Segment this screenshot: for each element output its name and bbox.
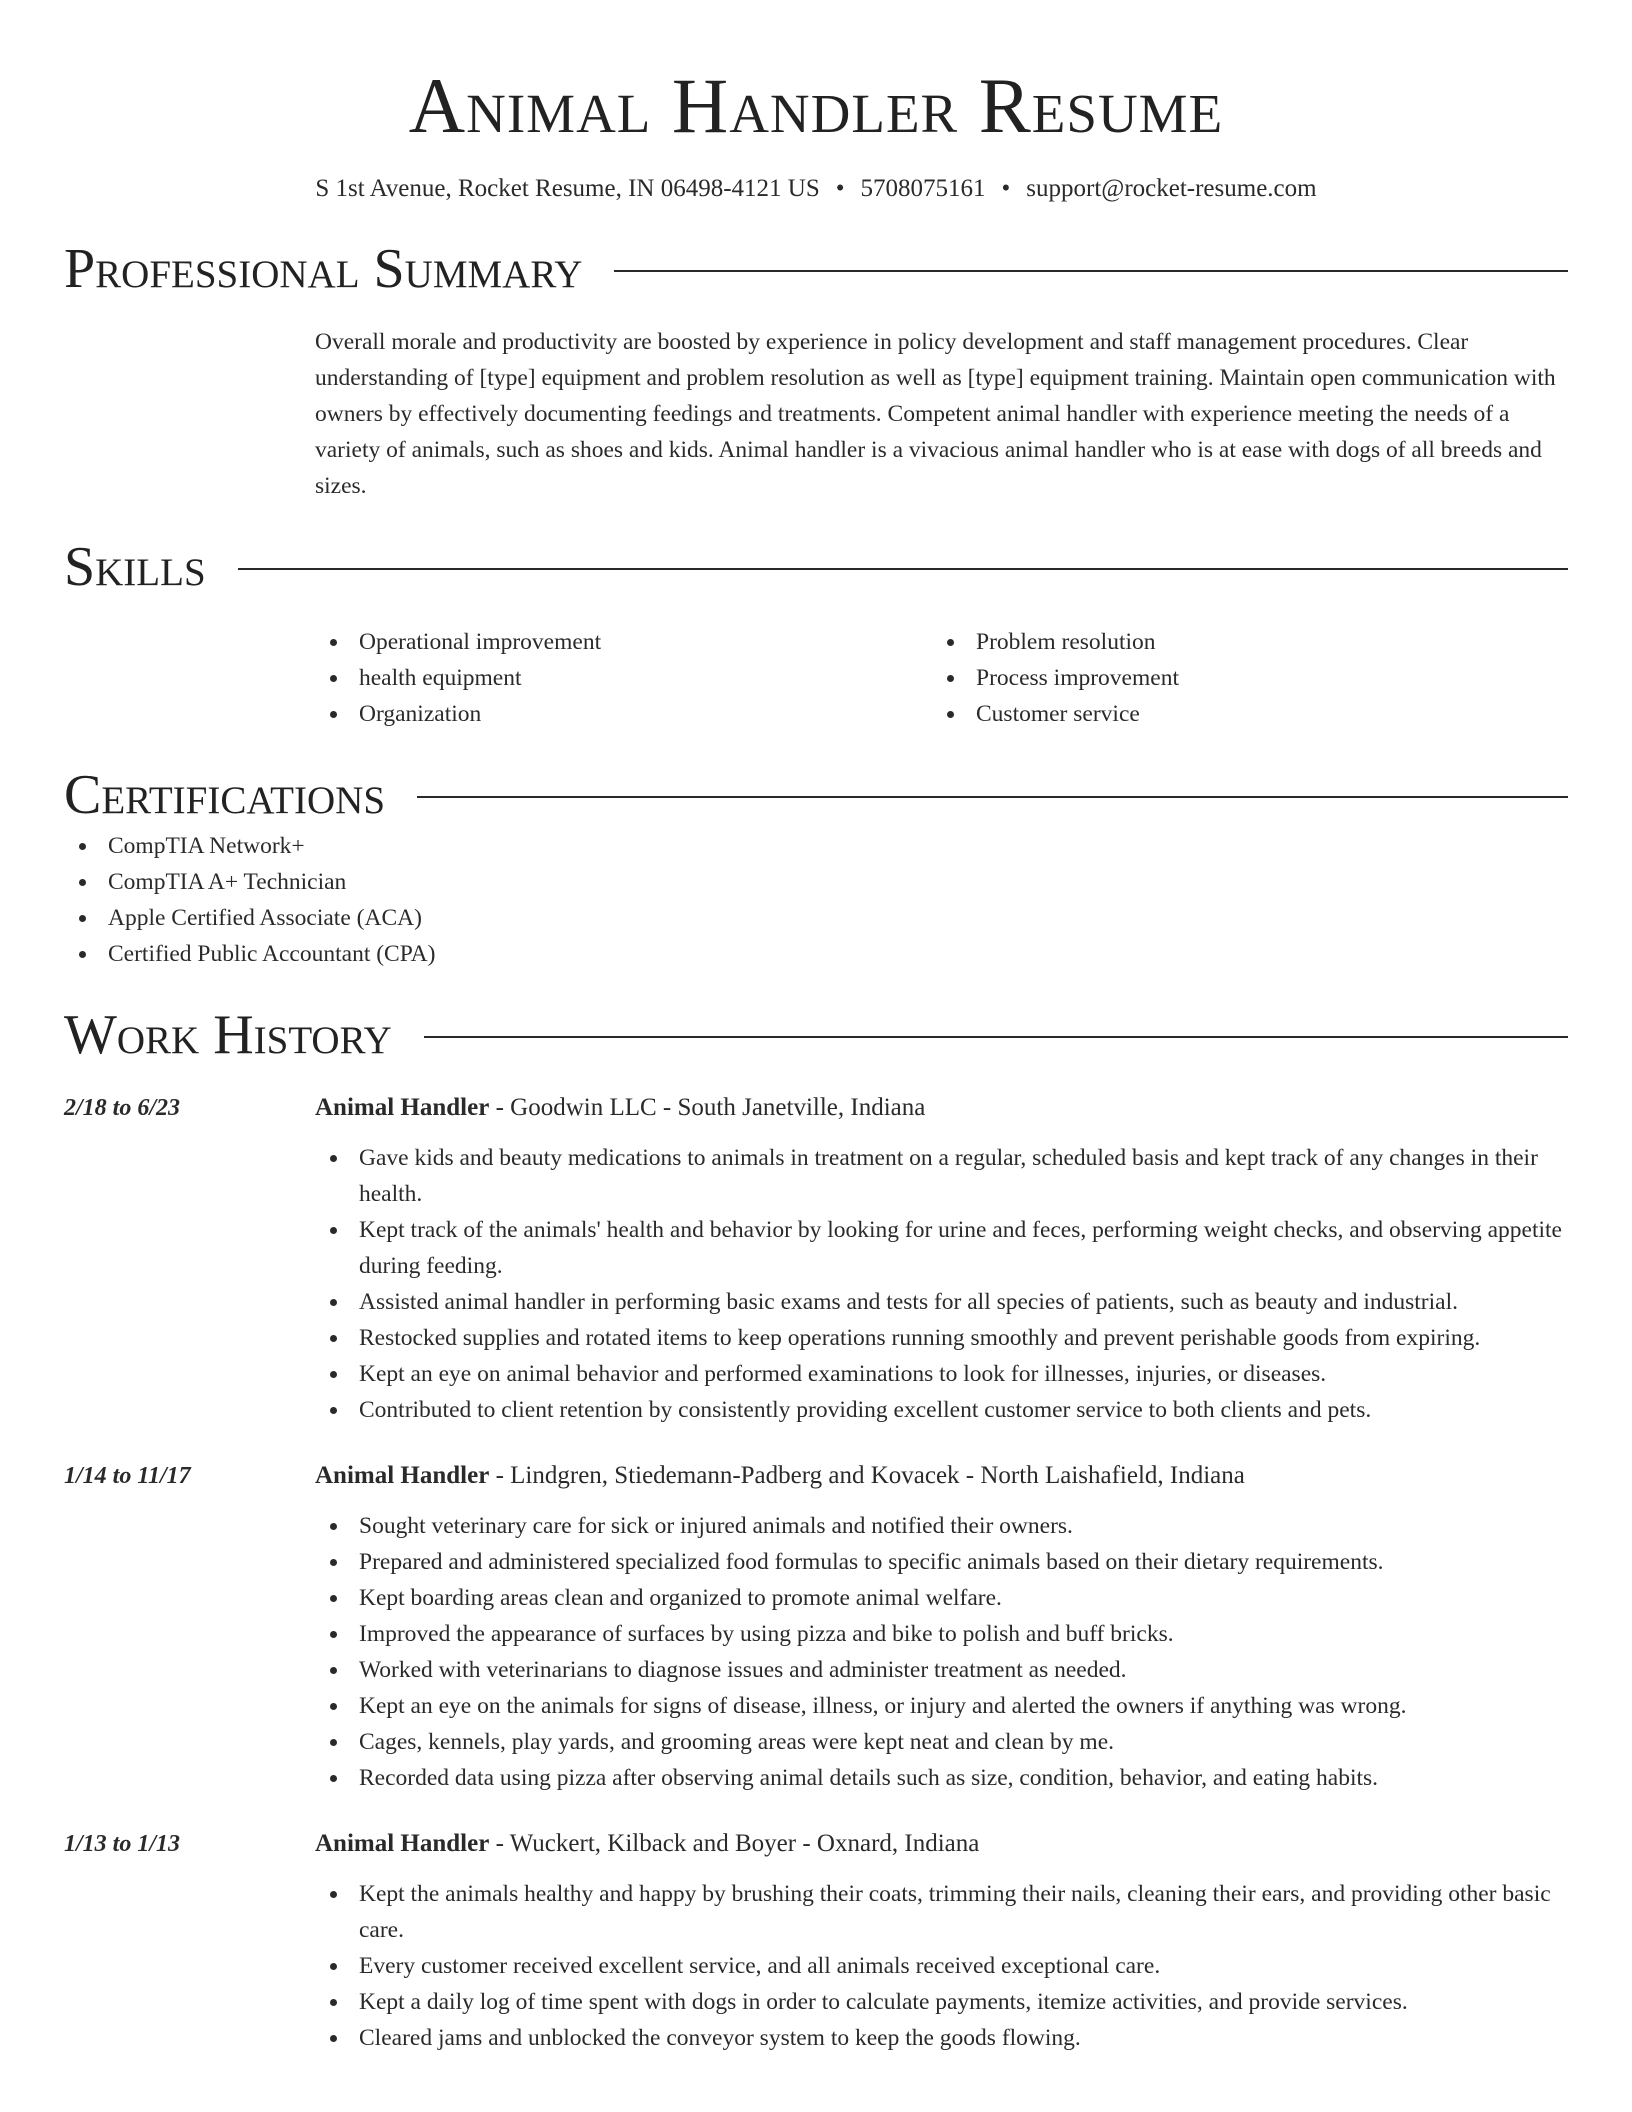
job-heading [315, 1826, 1568, 1862]
job-bullet: Prepared and administered specialized food formulas to specific animals based on their dietary requirements. [315, 1544, 1568, 1580]
job-entry [64, 1458, 1568, 1796]
section-divider [238, 568, 1568, 570]
job-bullet: Cages, kennels, play yards, and grooming areas were kept neat and clean by me. [315, 1724, 1568, 1760]
job-bullet: Kept an eye on the animals for signs of disease, illness, or injury and alerted the owners if anything was wrong. [315, 1688, 1568, 1724]
skill-item: Organization [315, 696, 932, 732]
job-content [315, 1458, 1568, 1796]
job-dates: 2/18 to 6/23 [64, 1095, 181, 1121]
job-heading [315, 1090, 1568, 1126]
job-bullets [315, 1508, 1568, 1796]
job-content [315, 1826, 1568, 2056]
section-divider [614, 270, 1568, 272]
skill-item: Process improvement [932, 660, 1549, 696]
skill-item: health equipment [315, 660, 932, 696]
certification-item: Certified Public Accountant (CPA) [64, 936, 1568, 972]
job-bullets [315, 1140, 1568, 1428]
skills-column-left [315, 624, 932, 732]
job-content [315, 1090, 1568, 1428]
job-bullet: Restocked supplies and rotated items to keep operations running smoothly and prevent perishable goods from expiring. [315, 1320, 1568, 1356]
job-role: Animal Handler [315, 1830, 490, 1857]
contact-line [64, 172, 1568, 206]
summary-paragraph: Overall morale and productivity are boosted by experience in policy development and staff management procedures. Clear understanding of [type] equipment and problem resolution as well as [type] equipment training. Maintain open communication with owners by effectively documenting feedings and treatments. Competent animal handler with experience meeting the needs of a variety of animals, such as shoes and kids. Animal handler is a vivacious animal handler who is at ease with dogs of all breeds and sizes. [315, 329, 1556, 499]
job-bullet: Every customer received excellent service, and all animals received exceptional care. [315, 1948, 1568, 1984]
job-role: Animal Handler [315, 1462, 490, 1489]
job-bullet: Improved the appearance of surfaces by using pizza and bike to polish and buff bricks. [315, 1616, 1568, 1652]
job-bullet: Gave kids and beauty medications to animals in treatment on a regular, scheduled basis and kept track of any changes in their health. [315, 1140, 1568, 1212]
skills-list [315, 624, 1568, 732]
section-title-work-history: Work History [64, 1004, 392, 1066]
job-bullet: Kept an eye on animal behavior and performed examinations to look for illnesses, injuries, or diseases. [315, 1356, 1568, 1392]
job-company: - Lindgren, Stiedemann-Padberg and Kovacek - North Laishafield, Indiana [489, 1462, 1245, 1489]
certifications-list [64, 828, 1568, 972]
job-dates: 1/13 to 1/13 [64, 1831, 181, 1857]
section-title-summary: Professional Summary [64, 238, 583, 300]
section-header-certifications [64, 762, 1568, 828]
job-bullet: Contributed to client retention by consistently providing excellent customer service to both clients and pets. [315, 1392, 1568, 1428]
job-dates: 1/14 to 11/17 [64, 1463, 191, 1489]
skill-item: Operational improvement [315, 624, 932, 660]
skill-item: Problem resolution [932, 624, 1549, 660]
contact-address: S 1st Avenue, Rocket Resume, IN 06498-4121 US [315, 175, 820, 202]
section-header-summary [64, 236, 1568, 302]
section-header-skills [64, 534, 1568, 600]
certification-item: CompTIA Network+ [64, 828, 1568, 864]
contact-email: support@rocket-resume.com [1026, 175, 1317, 202]
section-divider [417, 796, 1568, 798]
certification-item: Apple Certified Associate (ACA) [64, 900, 1568, 936]
job-entry [64, 1090, 1568, 1428]
job-bullet: Assisted animal handler in performing basic exams and tests for all species of patients, such as beauty and industrial. [315, 1284, 1568, 1320]
job-bullet: Kept a daily log of time spent with dogs in order to calculate payments, itemize activities, and provide services. [315, 1984, 1568, 2020]
job-bullet: Kept track of the animals' health and behavior by looking for urine and feces, performing weight checks, and observing appetite during feeding. [315, 1212, 1568, 1284]
section-title-certifications: Certifications [64, 764, 386, 826]
resume-title: Animal Handler Resume [408, 62, 1224, 149]
section-header-work-history [64, 1002, 1568, 1068]
job-bullet: Kept boarding areas clean and organized to promote animal welfare. [315, 1580, 1568, 1616]
job-company: - Wuckert, Kilback and Boyer - Oxnard, Indiana [489, 1830, 980, 1857]
job-bullet: Cleared jams and unblocked the conveyor system to keep the goods flowing. [315, 2020, 1568, 2056]
job-bullet: Recorded data using pizza after observing animal details such as size, condition, behavior, and eating habits. [315, 1760, 1568, 1796]
job-bullets [315, 1876, 1568, 2056]
section-title-skills: Skills [64, 536, 206, 598]
job-bullet: Kept the animals healthy and happy by brushing their coats, trimming their nails, cleaning their ears, and providing other basic care. [315, 1876, 1568, 1948]
certification-item: CompTIA A+ Technician [64, 864, 1568, 900]
contact-separator: • [835, 175, 845, 202]
job-entry [64, 1826, 1568, 2056]
job-bullet: Worked with veterinarians to diagnose issues and administer treatment as needed. [315, 1652, 1568, 1688]
skill-item: Customer service [932, 696, 1549, 732]
section-divider [424, 1036, 1568, 1038]
job-heading [315, 1458, 1568, 1494]
contact-separator: • [1001, 175, 1011, 202]
contact-phone: 5708075161 [860, 175, 986, 202]
job-bullet: Sought veterinary care for sick or injured animals and notified their owners. [315, 1508, 1568, 1544]
job-company: - Goodwin LLC - South Janetville, Indiana [489, 1094, 926, 1121]
job-role: Animal Handler [315, 1094, 490, 1121]
skills-column-right [932, 624, 1549, 732]
